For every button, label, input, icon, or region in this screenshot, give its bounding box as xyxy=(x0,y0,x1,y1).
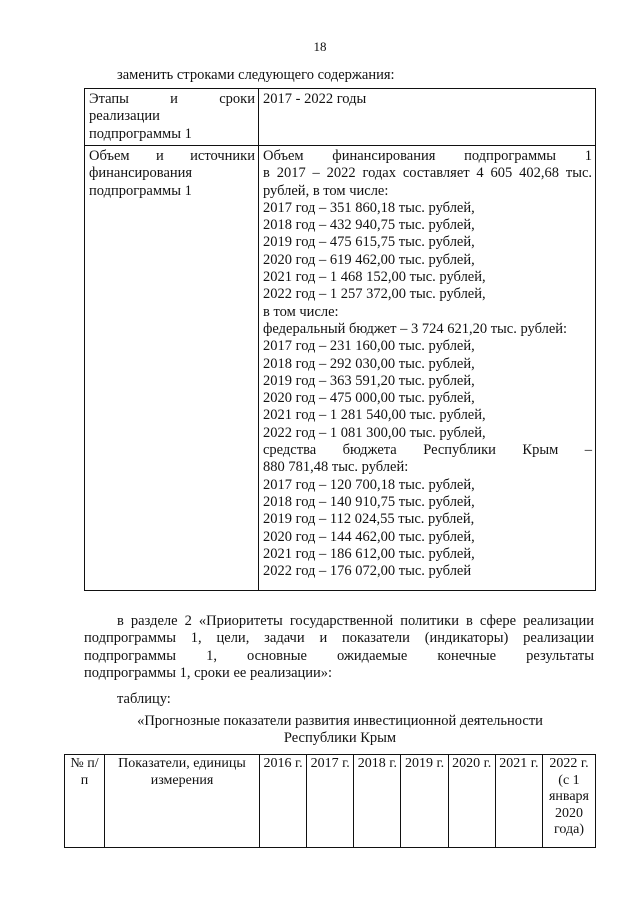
header-2019: 2019 г. xyxy=(401,755,448,848)
header-2020: 2020 г. xyxy=(448,755,495,848)
funding-line: 2022 год – 1 257 372,00 тыс. рублей, xyxy=(263,286,486,303)
funding-line: федеральный бюджет – 3 724 621,20 тыс. рублей: xyxy=(263,320,568,337)
row-label-line: подпрограммы 1 xyxy=(89,182,192,199)
section-line: подпрограммы 1, цели, задачи и показатели (индикаторы) реализации xyxy=(84,630,594,647)
table-title xyxy=(84,713,596,748)
funding-line: 2019 год – 475 615,75 тыс. рублей, xyxy=(263,234,475,251)
funding-line: 880 781,48 тыс. рублей: xyxy=(263,459,409,476)
funding-line: 2018 год – 292 030,00 тыс. рублей, xyxy=(263,355,475,372)
table-title-line: Республики Крым xyxy=(283,730,397,747)
row-label-stages xyxy=(85,89,259,146)
header-2017: 2017 г. xyxy=(307,755,354,848)
table-label: таблицу: xyxy=(117,691,171,707)
funding-line: 2017 год – 231 160,00 тыс. рублей, xyxy=(263,338,475,355)
section-paragraph xyxy=(84,613,594,682)
row-value-stages xyxy=(259,89,596,146)
row-label-funding xyxy=(85,146,259,591)
row-value-line: 2017 - 2022 годы xyxy=(263,91,367,107)
row-label-line: Этапы и сроки xyxy=(89,91,255,107)
funding-line: 2020 год – 475 000,00 тыс. рублей, xyxy=(263,390,475,407)
funding-line: 2017 год – 120 700,18 тыс. рублей, xyxy=(263,476,475,493)
funding-line: 2020 год – 144 462,00 тыс. рублей, xyxy=(263,528,475,545)
table-title-line: «Прогнозные показатели развития инвестиционной деятельности xyxy=(137,713,543,729)
header-2022: 2022 г. (с 1 января 2020 года) xyxy=(543,755,596,848)
funding-line: 2021 год – 186 612,00 тыс. рублей, xyxy=(263,545,475,562)
table-row xyxy=(85,146,596,591)
funding-line: в том числе: xyxy=(263,303,339,320)
header-number: № п/п xyxy=(65,755,105,848)
header-2018: 2018 г. xyxy=(354,755,401,848)
funding-line: 2020 год – 619 462,00 тыс. рублей, xyxy=(263,251,475,268)
passport-table xyxy=(84,88,596,591)
funding-line: 2019 год – 112 024,55 тыс. рублей, xyxy=(263,511,475,528)
section-line: подпрограммы 1, сроки ее реализации»: xyxy=(84,664,333,681)
page-number: 18 xyxy=(313,39,327,54)
header-2016: 2016 г. xyxy=(260,755,307,848)
section-line: подпрограммы 1, основные ожидаемые конечные результаты xyxy=(84,647,594,664)
funding-line: 2019 год – 363 591,20 тыс. рублей, xyxy=(263,372,475,389)
funding-line: 2018 год – 140 910,75 тыс. рублей, xyxy=(263,493,475,510)
header-2021: 2021 г. xyxy=(495,755,542,848)
row-label-line: реализации xyxy=(89,108,160,125)
row-value-funding xyxy=(259,146,596,591)
header-indicators: Показатели, единицы измерения xyxy=(105,755,260,848)
funding-line: 2018 год – 432 940,75 тыс. рублей, xyxy=(263,217,475,234)
funding-line: 2017 год – 351 860,18 тыс. рублей, xyxy=(263,199,475,216)
forecast-table xyxy=(64,754,596,848)
section-line: в разделе 2 «Приоритеты государственной политики в сфере реализации xyxy=(117,613,594,629)
funding-line: средства бюджета Республики Крым – xyxy=(263,442,592,459)
intro-text: заменить строками следующего содержания: xyxy=(117,67,395,83)
funding-line: рублей, в том числе: xyxy=(263,182,389,199)
funding-line: 2022 год – 1 081 300,00 тыс. рублей, xyxy=(263,424,486,441)
funding-line: Объем финансирования подпрограммы 1 xyxy=(263,148,592,164)
funding-line: 2021 год – 1 281 540,00 тыс. рублей, xyxy=(263,407,486,424)
funding-line: в 2017 – 2022 годах составляет 4 605 402,68 тыс. xyxy=(263,165,592,182)
table-row xyxy=(85,89,596,146)
table-header-row xyxy=(65,755,596,848)
row-label-line: финансирования xyxy=(89,165,193,182)
funding-line: 2022 год – 176 072,00 тыс. рублей xyxy=(263,563,472,580)
row-label-line: Объем и источники xyxy=(89,148,255,164)
row-label-line: подпрограммы 1 xyxy=(89,125,192,142)
funding-line: 2021 год – 1 468 152,00 тыс. рублей, xyxy=(263,269,486,286)
